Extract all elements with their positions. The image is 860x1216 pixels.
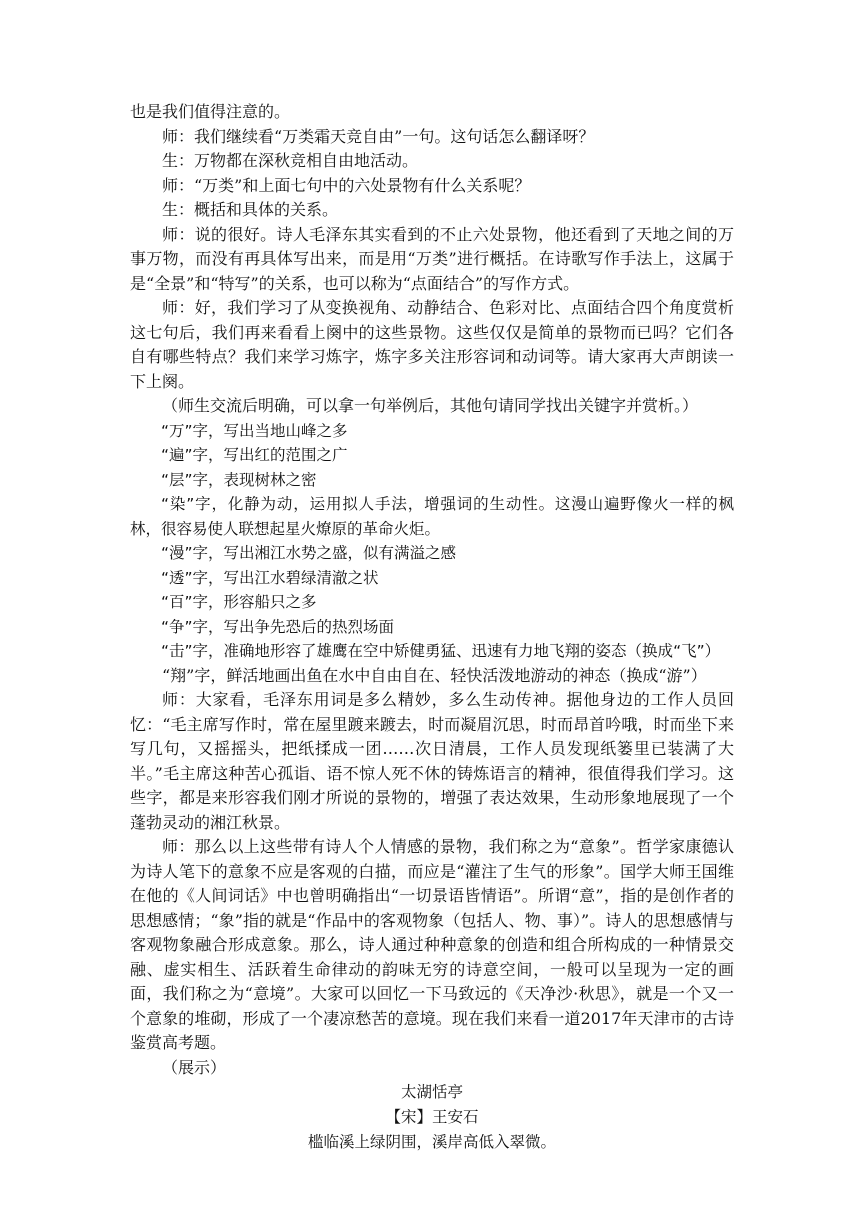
word-analysis-wan: “万”字，写出当地山峰之多: [161, 421, 348, 440]
instruction-note: （师生交流后明确，可以拿一句举例后，其他句请同学找出关键字并赏析。）: [162, 396, 699, 415]
word-analysis-man: “漫”字，写出湘江水势之盛，似有满溢之感: [161, 544, 457, 562]
dialogue-teacher-translate: 师：我们继续看“万类霜天竞自由”一句。这句话怎么翻译呀？: [162, 126, 595, 146]
dialogue-student-answer: 生：万物都在深秋竞相自由地活动。: [162, 151, 419, 170]
word-analysis-ceng: “层”字，表现树林之密: [161, 470, 317, 489]
poem-title: 太湖恬亭: [400, 1083, 463, 1101]
word-analysis-xiang: “翔”字，鲜活地画出鱼在水中自由自在、轻快活泼地游动的神态（换成“游”）: [162, 665, 707, 685]
word-analysis-ran: “染”字，化静为动，运用拟人手法，增强词的生动性。这漫山遍野像火一样的枫林，很容易使人联想起星火燎原的革命火炬。: [130, 495, 734, 538]
poem-author: 【宋】王安石: [385, 1108, 479, 1126]
dialogue-student-relation: 生：概括和具体的关系。: [162, 200, 339, 219]
word-analysis-bian: “遍”字，写出红的范围之广: [161, 446, 348, 464]
word-analysis-tou: “透”字，写出江水碧绿清澈之状: [161, 568, 379, 587]
dialogue-teacher-point-surface: 师：说的很好。诗人毛泽东其实看到的不止六处景物，他还看到了天地之间的万事万物，而没有再具体写出来，而是用“万类”进行概括。在诗歌写作手法上，这属于是“全景”和“特写”的关系，也可以称为“点面结合”的写作方式。: [130, 224, 734, 293]
dialogue-teacher-imagery: 师：那么以上这些带有诗人个人情感的景物，我们称之为“意象”。哲学家康德认为诗人笔下的意象不应是客观的白描，而应是“灌注了生气的形象”。国学大师王国维在他的《人间词话》中也曾明确指出“一切景语皆情语”。所谓“意”，指的是创作者的思想感情；“象”指的就是“作品中的客观物象（包括人、物、事）”。诗人的思想感情与客观物象融合形成意象。那么，诗人通过种种意象的创造和组合所构成的一种情景交融、虚实相生、活跃着生命律动的韵味无穷的诗意空间，一般可以呈现为一定的画面，我们称之为“意境”。大家可以回忆一下马致远的《天净沙·秋思》，就是一个又一个意象的堆砌，形成了一个凄凉愁苦的意境。现在我们来看一道2017年天津市的古诗鉴赏高考题。: [130, 837, 734, 1052]
paragraph-continuation: 也是我们值得注意的。: [130, 102, 291, 121]
word-analysis-ji: “击”字，准确地形容了雄鹰在空中矫健勇猛、迅速有力地飞翔的姿态（换成“飞”）: [161, 642, 721, 660]
poem-line: 槛临溪上绿阴围，溪岸高低入翠微。: [307, 1133, 556, 1151]
dialogue-teacher-mao-diction: 师：大家看，毛泽东用词是多么精妙，多么生动传神。据他身边的工作人员回忆：“毛主席写作时，常在屋里踱来踱去，时而凝眉沉思，时而昂首吟哦，时而坐下来写几句，又摇摇头，把纸揉成一团……次日清晨，工作人员发现纸篓里已装满了大半。”毛主席这种苦心孤诣、语不惊人死不休的铸炼语言的精神，很值得我们学习。这些字，都是来形容我们刚才所说的景物的，增强了表达效果，生动形象地展现了一个蓬勃灵动的湘江秋景。: [130, 690, 734, 832]
dialogue-teacher-relation: 师：“万类”和上面七句中的六处景物有什么关系呢？: [162, 175, 531, 195]
document-page: [130, 100, 734, 1155]
word-analysis-zheng: “争”字，写出争先恐后的热烈场面: [161, 617, 395, 636]
display-note: （展示）: [162, 1057, 227, 1077]
word-analysis-bai: “百”字，形容船只之多: [161, 593, 317, 611]
dialogue-teacher-word-refining: 师：好，我们学习了从变换视角、动静结合、色彩对比、点面结合四个角度赏析这七句后，我们再来看看上阕中的这些景物。这些仅仅是简单的景物而已吗？它们各自有哪些特点？我们来学习炼字，炼字多关注形容词和动词等。请大家再大声朗读一下上阕。: [130, 298, 734, 391]
